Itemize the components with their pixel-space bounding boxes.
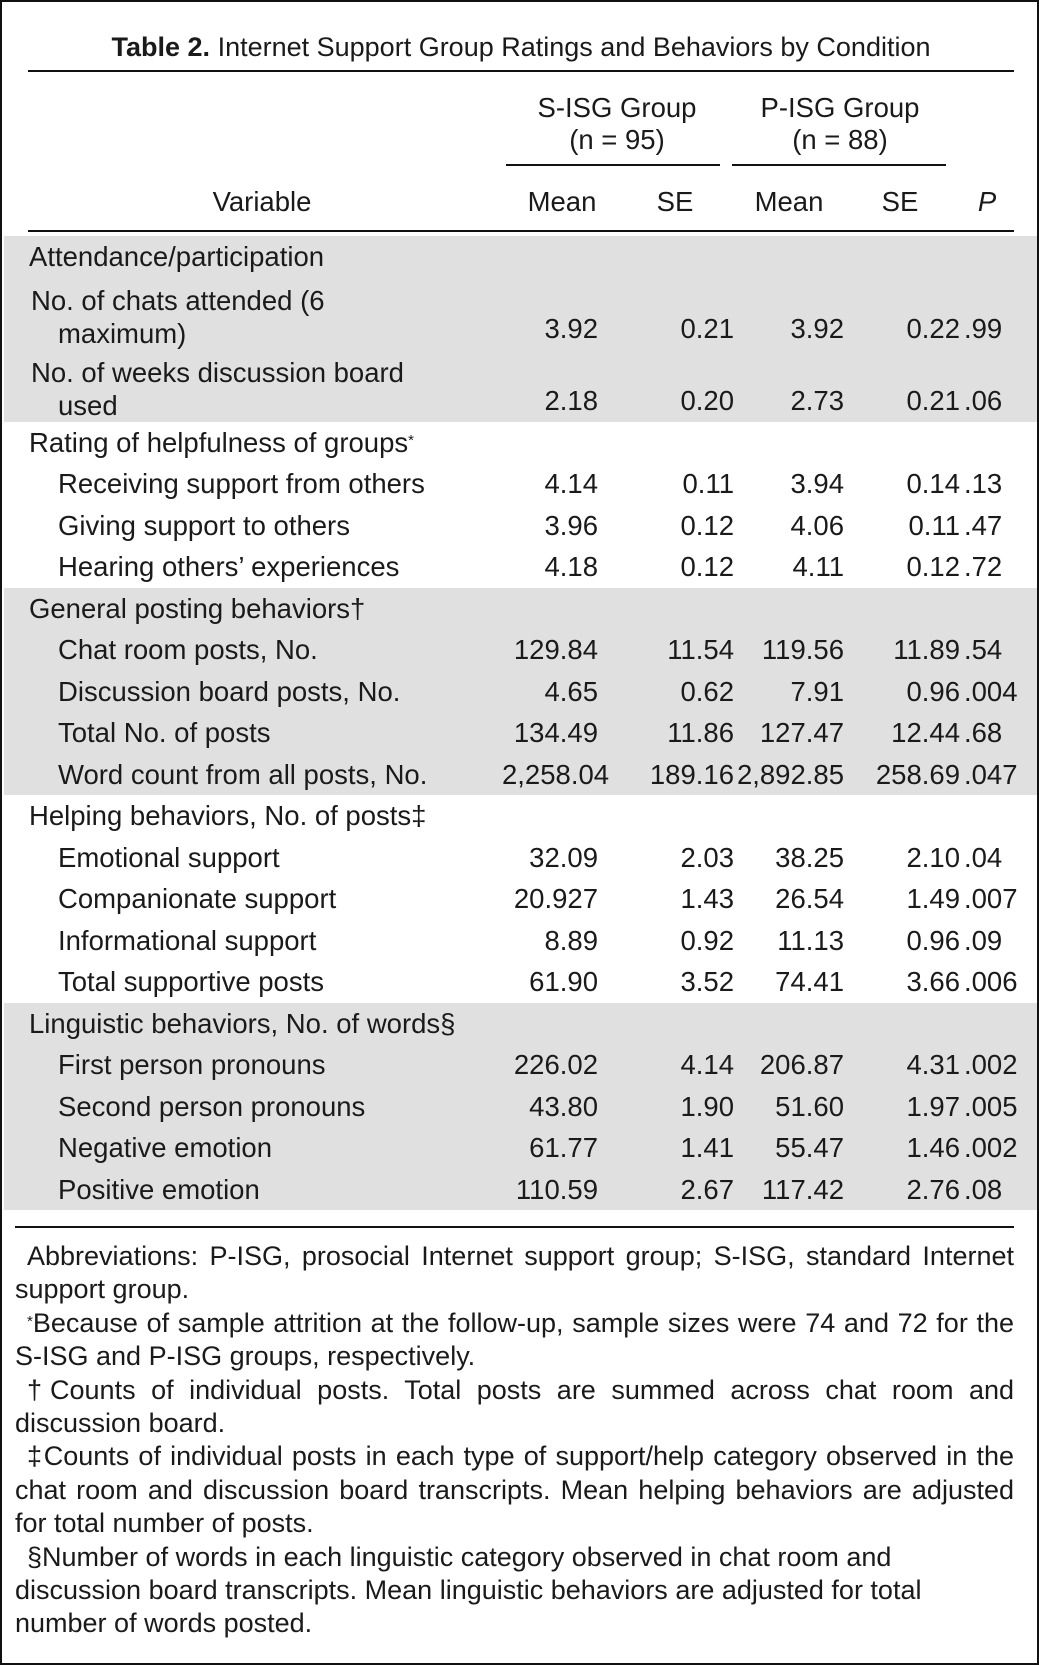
table-caption: Internet Support Group Ratings and Behaviors by Condition — [217, 32, 931, 62]
row-variable: Negative emotion — [4, 1127, 502, 1169]
cell-mean1: 2.18 — [502, 350, 618, 422]
cell-mean2: 4.06 — [790, 509, 844, 541]
cell-mean2: 119.56 — [734, 629, 860, 671]
row-variable: First person pronouns — [4, 1044, 502, 1086]
cell-p: .007 — [964, 883, 1018, 914]
section-header-row — [4, 588, 1037, 630]
cell-mean1: 8.89 — [544, 924, 598, 956]
section-header-row — [4, 422, 1037, 464]
cell-p: .72 — [964, 551, 1003, 582]
cell-se2: 11.89 — [860, 629, 960, 671]
cell-se1: 1.90 — [618, 1086, 734, 1128]
row-variable: Second person pronouns — [4, 1086, 502, 1128]
table-row — [4, 671, 1037, 713]
cell-p: .09 — [964, 924, 1003, 956]
cell-p: .04 — [964, 841, 1003, 873]
cell-mean2: 117.42 — [734, 1169, 860, 1211]
footnotes — [15, 1240, 1014, 1641]
group-header-pisg — [730, 92, 950, 156]
cell-mean2: 11.13 — [777, 924, 844, 956]
cell-mean1: 134.49 — [502, 712, 618, 754]
cell-se2: 2.76 — [860, 1169, 960, 1211]
cell-p: .54 — [960, 629, 1037, 671]
table-row — [4, 1127, 1037, 1169]
table-row — [4, 278, 1037, 350]
cell-se2: 2.10 — [906, 841, 960, 873]
top-rule — [28, 70, 1014, 72]
table-row — [4, 1044, 1037, 1086]
cell-mean2: 2,892.85 — [734, 754, 860, 796]
column-header-variable: Variable — [212, 186, 312, 217]
cell-p: .047 — [960, 754, 1037, 796]
cell-se1: 0.92 — [680, 924, 734, 956]
cell-se1: 11.86 — [618, 712, 734, 754]
cell-se2: 4.31 — [860, 1044, 960, 1086]
cell-p: .47 — [964, 509, 1003, 541]
row-variable: Total No. of posts — [4, 712, 502, 754]
cell-se1: 2.03 — [680, 841, 734, 873]
cell-se1: 11.54 — [618, 629, 734, 671]
table-row — [4, 837, 1037, 879]
cell-mean1: 4.14 — [544, 468, 598, 499]
cell-se2: 0.14 — [906, 468, 960, 499]
cell-se1: 189.16 — [618, 754, 734, 796]
group-n: (n = 95) — [569, 124, 665, 155]
row-variable: Emotional support — [58, 841, 280, 873]
cell-mean1: 4.65 — [502, 671, 618, 713]
cell-se2: 0.11 — [908, 509, 960, 541]
group-underline-sisg — [506, 164, 720, 166]
cell-mean2: 51.60 — [734, 1086, 860, 1128]
section-title: Helping behaviors, No. of posts‡ — [29, 800, 427, 831]
row-variable: Discussion board posts, No. — [4, 671, 502, 713]
row-variable: Total supportive posts — [58, 966, 324, 997]
cell-mean1: 20.927 — [513, 883, 598, 914]
column-header-se-sisg: SE — [656, 186, 694, 217]
table-row — [4, 1086, 1037, 1128]
row-variable: Giving support to others — [58, 509, 350, 541]
cell-se2: 3.66 — [906, 966, 960, 997]
cell-mean2: 2.73 — [734, 350, 860, 422]
group-name: S-ISG Group — [537, 92, 697, 123]
row-variable: Receiving support from others — [58, 468, 425, 499]
cell-mean1: 61.90 — [529, 966, 598, 997]
cell-p: .06 — [960, 350, 1037, 422]
cell-p: .13 — [964, 468, 1003, 499]
cell-se1: 2.67 — [618, 1169, 734, 1211]
cell-se2: 0.21 — [860, 350, 960, 422]
cell-mean2: 38.25 — [775, 841, 844, 873]
cell-se1: 0.12 — [680, 509, 734, 541]
cell-se2: 0.96 — [860, 671, 960, 713]
cell-mean1: 4.18 — [544, 551, 598, 582]
table-row — [4, 629, 1037, 671]
row-variable: Chat room posts, No. — [4, 629, 502, 671]
table-row — [4, 350, 1037, 422]
cell-mean1: 2,258.04 — [502, 754, 618, 796]
cell-mean2: 26.54 — [775, 883, 844, 914]
cell-mean2: 3.92 — [734, 278, 860, 350]
cell-se2: 0.12 — [906, 551, 960, 582]
cell-se2: 1.46 — [860, 1127, 960, 1169]
cell-p: .08 — [960, 1169, 1037, 1211]
cell-se2: 0.96 — [906, 924, 960, 956]
cell-se2: 1.49 — [906, 883, 960, 914]
cell-mean1: 3.96 — [544, 509, 598, 541]
table-label: Table 2. — [111, 32, 211, 62]
footnote-abbreviations: Abbreviations: P-ISG, prosocial Internet support group; S-ISG, standard Internet support group. — [15, 1241, 1014, 1305]
cell-se2: 258.69 — [860, 754, 960, 796]
cell-mean2: 127.47 — [734, 712, 860, 754]
cell-mean2: 3.94 — [790, 468, 844, 499]
table-row — [4, 754, 1037, 796]
cell-p: .99 — [960, 278, 1037, 350]
cell-p: .004 — [960, 671, 1037, 713]
cell-mean2: 55.47 — [734, 1127, 860, 1169]
cell-p: .005 — [960, 1086, 1037, 1128]
cell-mean2: 4.11 — [792, 551, 844, 582]
section-header-row — [4, 236, 1037, 278]
row-variable: No. of weeks discussion board used — [4, 350, 502, 422]
cell-mean1: 129.84 — [502, 629, 618, 671]
table-row — [4, 546, 1037, 588]
section-header-row — [4, 795, 1037, 837]
group-n: (n = 88) — [792, 124, 888, 155]
table-row — [4, 1169, 1037, 1211]
cell-mean1: 226.02 — [502, 1044, 618, 1086]
cell-mean2: 7.91 — [734, 671, 860, 713]
table-row — [4, 505, 1037, 547]
cell-se1: 3.52 — [680, 966, 734, 997]
cell-mean1: 43.80 — [502, 1086, 618, 1128]
row-variable: No. of chats attended (6 maximum) — [4, 278, 502, 350]
section-title: General posting behaviors† — [4, 588, 1037, 630]
row-variable: Informational support — [58, 924, 317, 956]
footnote-section: §Number of words in each linguistic category observed in chat room and discussion board transcripts. Mean linguistic behaviors are adjusted for total number of words posted. — [15, 1541, 922, 1639]
cell-mean2: 74.41 — [775, 966, 844, 997]
cell-mean1: 110.59 — [502, 1169, 618, 1211]
cell-mean1: 61.77 — [502, 1127, 618, 1169]
footnote-dagger: †Counts of individual posts. Total posts are summed across chat room and discussion board. — [15, 1374, 1014, 1439]
cell-se1: 0.12 — [680, 551, 734, 582]
cell-se1: 1.43 — [680, 883, 734, 914]
row-variable: Word count from all posts, No. — [4, 754, 502, 796]
table-row — [4, 463, 1037, 505]
section-title: Rating of helpfulness of groups* — [29, 426, 414, 458]
column-header-se-pisg: SE — [881, 186, 919, 217]
cell-mean1: 3.92 — [502, 278, 618, 350]
bottom-rule — [15, 1226, 1014, 1228]
cell-se1: 0.11 — [682, 468, 734, 499]
cell-se1: 0.62 — [618, 671, 734, 713]
cell-p: .002 — [960, 1127, 1037, 1169]
cell-mean1: 32.09 — [529, 841, 598, 873]
cell-p: .68 — [960, 712, 1037, 754]
section-title: Attendance/participation — [4, 236, 1037, 278]
section-title: Linguistic behaviors, No. of words§ — [4, 1003, 1037, 1045]
cell-p: .006 — [964, 966, 1018, 997]
data-table — [4, 236, 1037, 1210]
row-variable: Companionate support — [58, 883, 337, 914]
group-header-sisg — [507, 92, 727, 156]
column-header-mean-sisg: Mean — [527, 186, 597, 217]
group-underline-pisg — [732, 164, 946, 166]
cell-se1: 4.14 — [618, 1044, 734, 1086]
table-row — [4, 878, 1037, 920]
column-header-mean-pisg: Mean — [754, 186, 824, 217]
cell-se1: 0.20 — [618, 350, 734, 422]
row-variable: Positive emotion — [4, 1169, 502, 1211]
table-row — [4, 712, 1037, 754]
footnote-star: *Because of sample attrition at the follow-up, sample sizes were 74 and 72 for the S-ISG and P-ISG groups, respectively. — [15, 1307, 1014, 1372]
cell-mean2: 206.87 — [734, 1044, 860, 1086]
cell-se2: 12.44 — [860, 712, 960, 754]
table-row — [4, 920, 1037, 962]
section-header-row — [4, 1003, 1037, 1045]
row-variable: Hearing others’ experiences — [58, 551, 400, 582]
table-title — [28, 30, 1014, 64]
column-header-p: P — [977, 186, 997, 217]
table-row — [4, 961, 1037, 1003]
cell-se1: 1.41 — [618, 1127, 734, 1169]
header-rule — [28, 230, 1014, 232]
cell-se2: 0.22 — [860, 278, 960, 350]
cell-se1: 0.21 — [618, 278, 734, 350]
footnote-double-dagger: ‡Counts of individual posts in each type of support/help category observed in the chat room and discussion board transcripts. Mean helping behaviors are adjusted for total number of posts. — [15, 1441, 1014, 1539]
cell-se2: 1.97 — [860, 1086, 960, 1128]
group-name: P-ISG Group — [760, 92, 920, 123]
cell-p: .002 — [960, 1044, 1037, 1086]
